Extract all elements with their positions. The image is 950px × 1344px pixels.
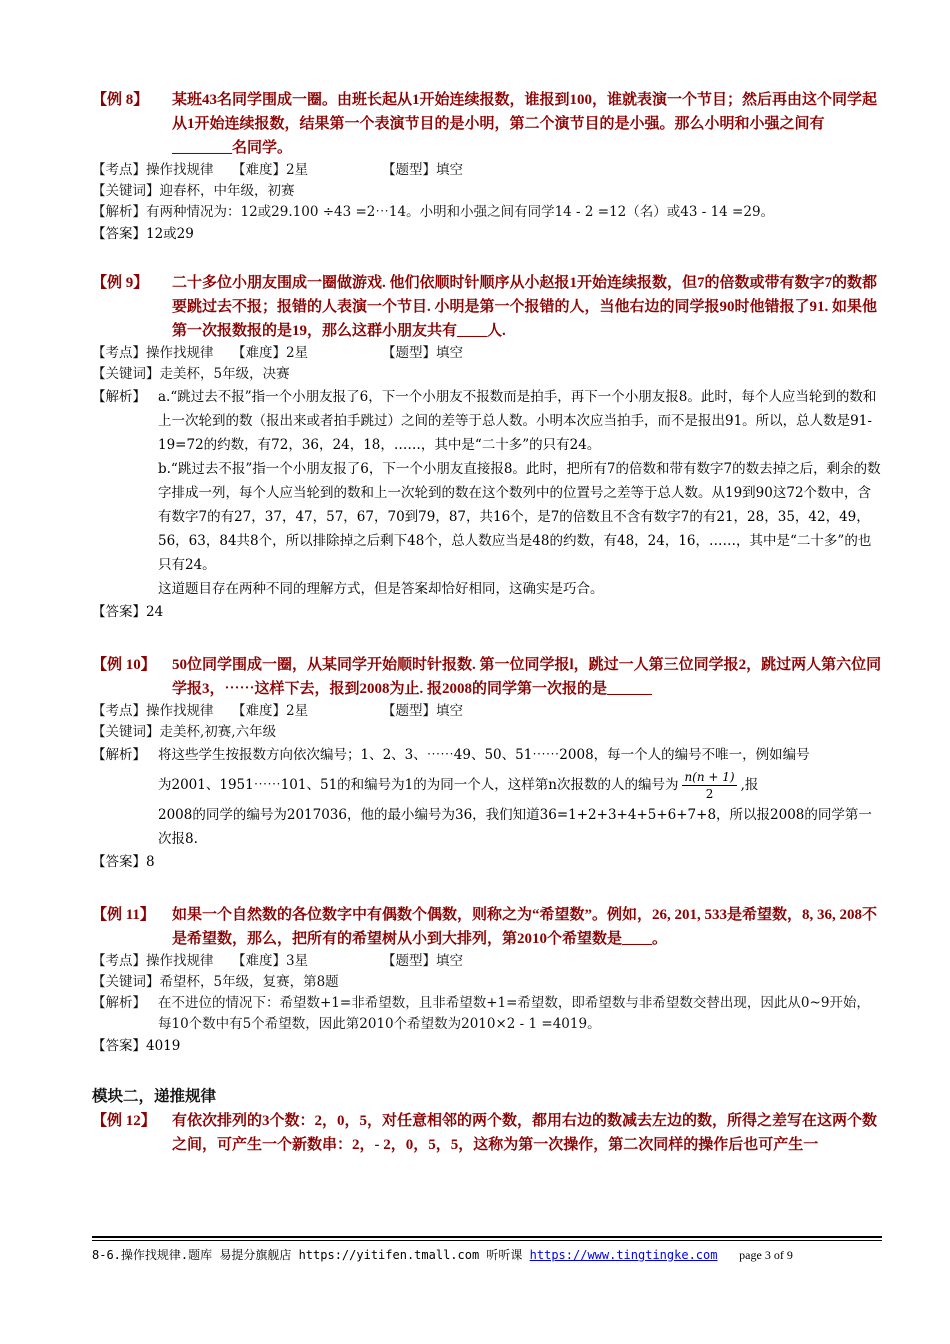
footer-text bbox=[92, 1245, 882, 1265]
footer-left: 8-6.操作找规律.题库 易提分旗舰店 https://yitifen.tmall.com 听听课 bbox=[92, 1248, 530, 1262]
analysis-row bbox=[92, 202, 882, 223]
example-number: 【例 11】 bbox=[92, 907, 155, 923]
analysis-text: a.“跳过去不报”指一个小朋友报了6，下一个小朋友不报数而是拍手，再下一个小朋友报8。此时，每个人应当轮到的数和上一次轮到的数（报出来或者拍手跳过）之间的差等于总人数。小明本次应当拍手，而不是报出91。所以，总人数是91-19=72的约数，有72，36，24，18，……，其中是“二十多”的只有24。 bbox=[158, 389, 877, 453]
example-number: 【例 9】 bbox=[92, 275, 149, 291]
analysis-line-1 bbox=[92, 743, 882, 767]
meta-row bbox=[92, 701, 882, 722]
question-text: 二十多位小朋友围成一圈做游戏. 他们依顺时针顺序从小赵报1开始连续报数，但7的倍数或带有数字7的数都要跳过去不报；报错的人表演一个节目. 小明是第一个报错的人，当他右边的同学报90时他错报了91. 如果他第一次报数报的是19，那么这群小朋友共有____人. bbox=[172, 275, 878, 339]
question-text: 如果一个自然数的各位数字中有偶数个偶数，则称之为“希望数”。例如，26, 201, 533是希望数，8, 36, 208不是希望数，那么，把所有的希望树从小到大排列，第2010个希望数是____。 bbox=[172, 907, 878, 947]
meta-type: 【题型】填空 bbox=[382, 162, 463, 178]
example-11 bbox=[92, 903, 882, 1057]
fraction-denominator: 2 bbox=[705, 787, 714, 801]
example-12 bbox=[92, 1109, 882, 1157]
analysis-text: 为2001、1951⋯⋯101、51的和编号为1的为同一个人，这样第n次报数的人的编号为 bbox=[158, 777, 679, 793]
footer-rule bbox=[92, 1236, 882, 1238]
analysis-label: 【解析】 bbox=[92, 747, 146, 763]
analysis-label: 【解析】 bbox=[92, 389, 146, 405]
page-number: page 3 of 9 bbox=[739, 1248, 793, 1262]
meta-type: 【题型】填空 bbox=[382, 703, 463, 719]
example-number: 【例 8】 bbox=[92, 92, 149, 108]
meta-difficulty: 【难度】3星 bbox=[232, 953, 309, 969]
example-8 bbox=[92, 88, 882, 245]
meta-topic: 【考点】操作找规律 bbox=[92, 703, 214, 719]
footer-link[interactable]: https://www.tingtingke.com bbox=[529, 1248, 718, 1262]
answer-text: 12或29 bbox=[146, 226, 194, 242]
question bbox=[92, 271, 882, 343]
answer-text: 8 bbox=[146, 854, 155, 870]
answer-label: 【答案】 bbox=[92, 604, 146, 620]
question-text: 有依次排列的3个数：2，0，5，对任意相邻的两个数，都用右边的数减去左边的数，所得之差写在这两个数之间，可产生一个新数串：2，- 2，0，5，5，这称为第一次操作，第二次同样的操作后也可产生一 bbox=[172, 1113, 878, 1153]
meta-row bbox=[92, 160, 882, 181]
example-10 bbox=[92, 653, 882, 873]
answer-row bbox=[92, 223, 882, 245]
meta-topic: 【考点】操作找规律 bbox=[92, 953, 214, 969]
keywords: 【关键词】走美杯,初赛,六年级 bbox=[92, 724, 277, 740]
meta-difficulty: 【难度】2星 bbox=[232, 703, 309, 719]
example-number: 【例 10】 bbox=[92, 657, 156, 673]
analysis-label: 【解析】 bbox=[92, 204, 146, 220]
analysis-text: 有两种情况为：12或29.100 ÷43 =2⋯14。小明和小强之间有同学14 - 2 =12（名）或43 - 14 =29。 bbox=[146, 204, 775, 220]
answer-row bbox=[92, 601, 882, 623]
module-heading: 模块二，递推规律 bbox=[92, 1088, 217, 1105]
analysis-line-3: 2008的同学的编号为2017036，他的最小编号为36，我们知道36=1+2+3+4+5+6+7+8，所以报2008的同学第一次报8. bbox=[158, 807, 872, 847]
answer-label: 【答案】 bbox=[92, 1038, 146, 1054]
meta-type: 【题型】填空 bbox=[382, 345, 463, 361]
analysis-text: 在不进位的情况下：希望数+1=非希望数，且非希望数+1=希望数，即希望数与非希望数交替出现，因此从0~9开始，每10个数中有5个希望数，因此第2010个希望数为2010×2 - 1 =4019。 bbox=[158, 995, 870, 1032]
page-footer bbox=[92, 1236, 882, 1265]
meta-topic: 【考点】操作找规律 bbox=[92, 345, 214, 361]
analysis-text: ,报 bbox=[740, 777, 759, 793]
question-text: 某班43名同学围成一圈。由班长起从1开始连续报数，谁报到100，谁就表演一个节目；然后再由这个同学起从1开始连续报数，结果第一个表演节目的是小明，第二个演节目的是小强。那么小明和小强之间有________名同学。 bbox=[172, 92, 878, 156]
question bbox=[92, 653, 882, 701]
meta-type: 【题型】填空 bbox=[382, 953, 463, 969]
keywords: 【关键词】走美杯，5年级，决赛 bbox=[92, 366, 290, 382]
analysis-label: 【解析】 bbox=[92, 995, 146, 1011]
analysis-text: 将这些学生按报数方向依次编号；1、2、3、⋯⋯49、50、51⋯⋯2008，每一个人的编号不唯一，例如编号 bbox=[158, 747, 810, 763]
meta-difficulty: 【难度】2星 bbox=[232, 345, 309, 361]
meta-row bbox=[92, 343, 882, 364]
fraction-numerator: n(n + 1) bbox=[684, 770, 735, 784]
meta-topic: 【考点】操作找规律 bbox=[92, 162, 214, 178]
analysis-para-a bbox=[92, 385, 882, 457]
meta-row bbox=[92, 951, 882, 972]
question bbox=[92, 903, 882, 951]
answer-text: 4019 bbox=[146, 1038, 181, 1054]
example-number: 【例 12】 bbox=[92, 1113, 156, 1129]
answer-label: 【答案】 bbox=[92, 226, 146, 242]
question bbox=[92, 1109, 882, 1157]
answer-row bbox=[92, 1035, 882, 1057]
answer-label: 【答案】 bbox=[92, 854, 146, 870]
keywords: 【关键词】希望杯，5年级，复赛，第8题 bbox=[92, 974, 339, 990]
answer-text: 24 bbox=[146, 604, 164, 620]
analysis-row bbox=[92, 993, 882, 1035]
question bbox=[92, 88, 882, 160]
fraction bbox=[682, 769, 736, 802]
keywords: 【关键词】迎春杯，中年级，初赛 bbox=[92, 183, 295, 199]
footer-rule bbox=[92, 1240, 882, 1241]
document-page bbox=[92, 88, 882, 1157]
example-9 bbox=[92, 271, 882, 623]
analysis-para-c: 这道题目存在两种不同的理解方式，但是答案却恰好相同，这确实是巧合。 bbox=[158, 581, 604, 597]
question-text: 50位同学围成一圈，从某同学开始顺时针报数. 第一位同学报l，跳过一人第三位同学报2，跳过两人第六位同学报3，⋯⋯这样下去，报到2008为止. 报2008的同学第一次报的是______ bbox=[172, 657, 882, 697]
analysis-para-b: b.“跳过去不报”指一个小朋友报了6，下一个小朋友直接报8。此时，把所有7的倍数和带有数字7的数去掉之后，剩余的数字排成一列，每个人应当轮到的数和上一次轮到的数在这个数列中的位置号之差等于总人数。从19到90这72个数中，含有数字7的有27，37，47，57，67，70到79，87，共16个，是7的倍数且不含有数字7的有21，28，35，42，49，56，63，84共8个，所以排除掉之后剩下48个，总人数应当是48的约数，有48，24，16，……，其中是“二十多”的也只有24。 bbox=[158, 461, 881, 573]
answer-row bbox=[92, 851, 882, 873]
analysis-line-2 bbox=[92, 767, 882, 803]
meta-difficulty: 【难度】2星 bbox=[232, 162, 309, 178]
